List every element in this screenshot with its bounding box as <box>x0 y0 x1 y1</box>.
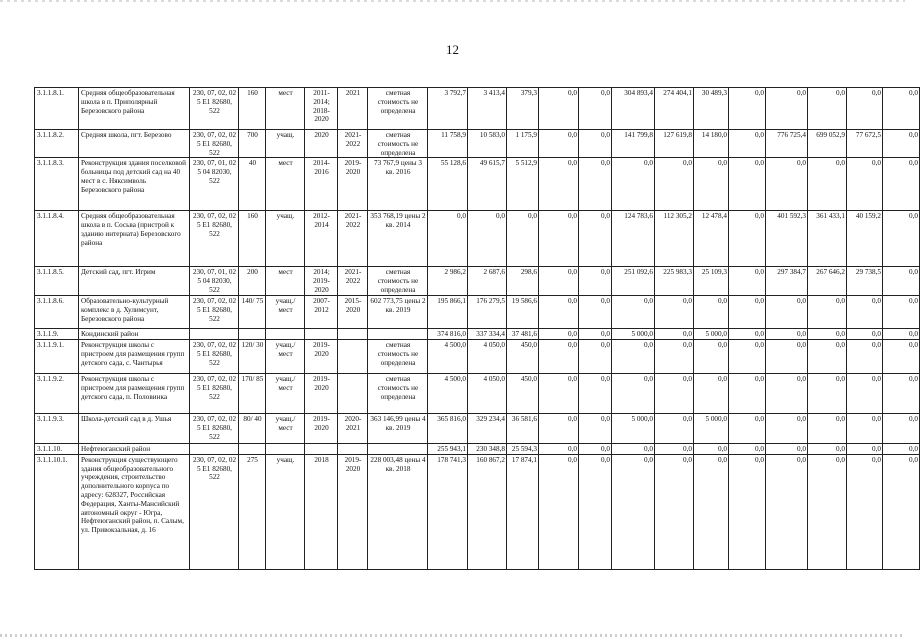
cell-total: 55 128,6 <box>428 158 468 211</box>
cell-fed-funds: 0,0 <box>539 211 579 267</box>
cell-local-funds: 19 586,6 <box>507 296 539 329</box>
table-row <box>35 340 920 374</box>
cell-y2021-other: 0,0 <box>729 88 766 130</box>
cell-name: Реконструкция школы с пристроем для размещения групп детского сада, с. Чантырья <box>79 340 190 374</box>
cell-capacity: 80/ 40 <box>239 414 266 444</box>
cell-y2021-local: 5 000,0 <box>694 329 729 340</box>
cell-unit: мест <box>266 158 305 211</box>
cell-design-years: 2014-2016 <box>305 158 338 211</box>
cell-y2022-local: 0,0 <box>847 374 883 414</box>
cell-y2021-total: 251 092,6 <box>612 267 655 296</box>
cell-name: Реконструкция школы с пристроем для размещения групп детского сада, п. Половинка <box>79 374 190 414</box>
cell-code: 3.1.1.9.3. <box>35 414 79 444</box>
cell-y2021-local: 25 109,3 <box>694 267 729 296</box>
cell-y2021-other: 0,0 <box>729 414 766 444</box>
cell-local-funds: 36 581,6 <box>507 414 539 444</box>
cell-unit: учащ. <box>266 211 305 267</box>
cell-y2021-total: 0,0 <box>612 158 655 211</box>
cell-budget-code <box>190 329 239 340</box>
cell-y2022-total: 0,0 <box>766 340 808 374</box>
cell-estimate: 73 767,9 цены 3 кв. 2016 <box>368 158 428 211</box>
cell-local-funds: 450,0 <box>507 340 539 374</box>
cell-y2021-total: 141 799,8 <box>612 130 655 158</box>
cell-y2021-local: 14 180,0 <box>694 130 729 158</box>
cell-name: Нефтеюганский район <box>79 444 190 455</box>
cell-y2022-local: 40 159,2 <box>847 211 883 267</box>
cell-code: 3.1.1.9.2. <box>35 374 79 414</box>
table-body <box>35 88 920 570</box>
cell-y2021-total: 5 000,0 <box>612 329 655 340</box>
cell-district-funds: 337 334,4 <box>468 329 507 340</box>
cell-estimate: 363 146,99 цены 4 кв. 2019 <box>368 414 428 444</box>
cell-district-funds: 4 050,0 <box>468 340 507 374</box>
cell-y2022-total: 0,0 <box>766 454 808 569</box>
cell-y2021-other: 0,0 <box>729 158 766 211</box>
cell-y2022-total: 0,0 <box>766 329 808 340</box>
cell-budget-code: 230, 07, 02, 02 5 E1 82680, 522 <box>190 130 239 158</box>
cell-unit: учащ./ мест <box>266 340 305 374</box>
cell-district-funds: 0,0 <box>468 211 507 267</box>
cell-budget-code: 230, 07, 02, 02 5 E1 82680, 522 <box>190 296 239 329</box>
cell-y2021-other: 0,0 <box>729 374 766 414</box>
cell-total: 4 500,0 <box>428 340 468 374</box>
cell-y2022-other: 0,0 <box>883 374 920 414</box>
cell-local-funds: 450,0 <box>507 374 539 414</box>
cell-code: 3.1.1.9. <box>35 329 79 340</box>
cell-local-funds: 17 874,1 <box>507 454 539 569</box>
cell-district-funds: 3 413,4 <box>468 88 507 130</box>
cell-y2021-district: 0,0 <box>655 340 694 374</box>
cell-budget-code: 230, 07, 02, 02 5 E1 82680, 522 <box>190 340 239 374</box>
cell-y2021-other: 0,0 <box>729 211 766 267</box>
cell-y2022-other: 0,0 <box>883 340 920 374</box>
cell-y2021-other: 0,0 <box>729 130 766 158</box>
table-row <box>35 454 920 569</box>
cell-unit: учащ./ мест <box>266 414 305 444</box>
cell-y2021-district: 0,0 <box>655 296 694 329</box>
cell-capacity <box>239 444 266 455</box>
cell-code: 3.1.1.8.3. <box>35 158 79 211</box>
cell-y2022-total: 0,0 <box>766 444 808 455</box>
cell-y2021-district: 225 983,3 <box>655 267 694 296</box>
budget-table <box>34 87 920 570</box>
cell-design-years: 2019-2020 <box>305 414 338 444</box>
cell-budget-code: 230, 07, 02, 02 5 E1 82680, 522 <box>190 211 239 267</box>
cell-other-funds: 0,0 <box>579 88 612 130</box>
cell-build-years: 2020-2021 <box>338 414 368 444</box>
cell-y2022-total: 776 725,4 <box>766 130 808 158</box>
cell-district-funds: 2 687,6 <box>468 267 507 296</box>
cell-y2022-total: 0,0 <box>766 158 808 211</box>
cell-capacity: 700 <box>239 130 266 158</box>
cell-design-years: 2020 <box>305 130 338 158</box>
cell-y2021-district: 0,0 <box>655 329 694 340</box>
cell-local-funds: 5 512,9 <box>507 158 539 211</box>
cell-y2022-district: 0,0 <box>808 414 847 444</box>
cell-y2022-other: 0,0 <box>883 267 920 296</box>
cell-capacity: 160 <box>239 88 266 130</box>
cell-other-funds: 0,0 <box>579 211 612 267</box>
table-row <box>35 374 920 414</box>
cell-y2021-other: 0,0 <box>729 340 766 374</box>
cell-fed-funds: 0,0 <box>539 454 579 569</box>
cell-y2021-other: 0,0 <box>729 296 766 329</box>
cell-design-years: 2014; 2019-2020 <box>305 267 338 296</box>
cell-total: 0,0 <box>428 211 468 267</box>
cell-y2022-other: 0,0 <box>883 296 920 329</box>
cell-y2022-district: 0,0 <box>808 296 847 329</box>
cell-total: 178 741,3 <box>428 454 468 569</box>
cell-y2022-total: 297 384,7 <box>766 267 808 296</box>
cell-y2021-district: 127 619,8 <box>655 130 694 158</box>
cell-unit: учащ./ мест <box>266 374 305 414</box>
cell-fed-funds: 0,0 <box>539 340 579 374</box>
cell-other-funds: 0,0 <box>579 296 612 329</box>
cell-code: 3.1.1.8.2. <box>35 130 79 158</box>
cell-other-funds: 0,0 <box>579 454 612 569</box>
cell-name: Средняя общеобразовательная школа в п. Сосьва (пристрой к зданию интерната) Березовского района <box>79 211 190 267</box>
cell-y2021-total: 0,0 <box>612 296 655 329</box>
cell-design-years <box>305 444 338 455</box>
cell-total: 2 986,2 <box>428 267 468 296</box>
cell-district-funds: 160 867,2 <box>468 454 507 569</box>
cell-y2021-total: 0,0 <box>612 340 655 374</box>
cell-unit <box>266 444 305 455</box>
cell-budget-code: 230, 07, 02, 02 5 E1 82680, 522 <box>190 374 239 414</box>
cell-unit: учащ. <box>266 130 305 158</box>
cell-y2022-other: 0,0 <box>883 130 920 158</box>
cell-y2022-total: 0,0 <box>766 374 808 414</box>
cell-code: 3.1.1.10. <box>35 444 79 455</box>
cell-estimate <box>368 329 428 340</box>
cell-y2021-local: 0,0 <box>694 158 729 211</box>
cell-build-years: 2015-2020 <box>338 296 368 329</box>
cell-y2022-local: 0,0 <box>847 414 883 444</box>
cell-name: Кондинский район <box>79 329 190 340</box>
cell-y2021-other: 0,0 <box>729 267 766 296</box>
cell-design-years: 2018 <box>305 454 338 569</box>
cell-y2021-other: 0,0 <box>729 444 766 455</box>
cell-y2021-local: 5 000,0 <box>694 414 729 444</box>
cell-y2021-district: 0,0 <box>655 374 694 414</box>
cell-total: 374 816,0 <box>428 329 468 340</box>
cell-estimate: 602 773,75 цены 2 кв. 2019 <box>368 296 428 329</box>
cell-total: 11 758,9 <box>428 130 468 158</box>
cell-y2022-local: 0,0 <box>847 88 883 130</box>
cell-estimate: сметная стоимость не определена <box>368 130 428 158</box>
cell-y2022-total: 401 592,3 <box>766 211 808 267</box>
cell-y2021-local: 0,0 <box>694 454 729 569</box>
cell-y2022-other: 0,0 <box>883 329 920 340</box>
cell-y2022-other: 0,0 <box>883 454 920 569</box>
cell-build-years <box>338 340 368 374</box>
cell-y2021-other: 0,0 <box>729 454 766 569</box>
cell-design-years: 2007-2012 <box>305 296 338 329</box>
cell-unit: мест <box>266 267 305 296</box>
cell-y2021-local: 0,0 <box>694 296 729 329</box>
cell-y2021-other: 0,0 <box>729 329 766 340</box>
cell-district-funds: 329 234,4 <box>468 414 507 444</box>
table-row <box>35 130 920 158</box>
cell-y2021-district: 0,0 <box>655 444 694 455</box>
cell-other-funds: 0,0 <box>579 267 612 296</box>
cell-y2022-local: 0,0 <box>847 296 883 329</box>
cell-y2022-other: 0,0 <box>883 211 920 267</box>
cell-other-funds: 0,0 <box>579 374 612 414</box>
cell-code: 3.1.1.10.1. <box>35 454 79 569</box>
cell-local-funds: 1 175,9 <box>507 130 539 158</box>
cell-district-funds: 49 615,7 <box>468 158 507 211</box>
cell-name: Детский сад, пгт. Игрим <box>79 267 190 296</box>
cell-y2021-district: 0,0 <box>655 454 694 569</box>
cell-district-funds: 230 348,8 <box>468 444 507 455</box>
cell-code: 3.1.1.8.5. <box>35 267 79 296</box>
cell-y2021-total: 304 893,4 <box>612 88 655 130</box>
cell-design-years: 2011-2014; 2018-2020 <box>305 88 338 130</box>
page-number: 12 <box>446 42 459 57</box>
cell-capacity: 40 <box>239 158 266 211</box>
cell-other-funds: 0,0 <box>579 444 612 455</box>
table-row <box>35 211 920 267</box>
cell-name: Школа-детский сад в д. Ушья <box>79 414 190 444</box>
cell-y2022-district: 0,0 <box>808 454 847 569</box>
cell-design-years: 2019-2020 <box>305 374 338 414</box>
cell-y2022-local: 0,0 <box>847 454 883 569</box>
cell-y2022-local: 0,0 <box>847 158 883 211</box>
cell-design-years: 2012-2014 <box>305 211 338 267</box>
cell-total: 4 500,0 <box>428 374 468 414</box>
cell-local-funds: 0,0 <box>507 211 539 267</box>
cell-local-funds: 298,6 <box>507 267 539 296</box>
cell-y2021-local: 0,0 <box>694 444 729 455</box>
cell-y2021-total: 124 783,6 <box>612 211 655 267</box>
cell-y2022-district: 699 052,9 <box>808 130 847 158</box>
cell-y2022-district: 0,0 <box>808 329 847 340</box>
cell-y2022-district: 0,0 <box>808 88 847 130</box>
cell-code: 3.1.1.8.1. <box>35 88 79 130</box>
cell-y2022-total: 0,0 <box>766 88 808 130</box>
cell-code: 3.1.1.8.6. <box>35 296 79 329</box>
cell-y2022-district: 0,0 <box>808 374 847 414</box>
cell-name: Реконструкция здания поселковой больницы под детский сад на 40 мест в с. Няксимволь Березовского района <box>79 158 190 211</box>
cell-fed-funds: 0,0 <box>539 296 579 329</box>
cell-y2022-local: 0,0 <box>847 329 883 340</box>
cell-y2022-other: 0,0 <box>883 88 920 130</box>
cell-build-years <box>338 374 368 414</box>
cell-capacity: 170/ 85 <box>239 374 266 414</box>
cell-y2022-district: 0,0 <box>808 158 847 211</box>
table-row <box>35 444 920 455</box>
cell-unit: учащ./ мест <box>266 296 305 329</box>
cell-total: 365 816,0 <box>428 414 468 444</box>
table-row <box>35 88 920 130</box>
table-row <box>35 267 920 296</box>
cell-local-funds: 25 594,3 <box>507 444 539 455</box>
cell-y2021-district: 112 305,2 <box>655 211 694 267</box>
cell-design-years: 2019-2020 <box>305 340 338 374</box>
cell-build-years: 2019-2020 <box>338 158 368 211</box>
cell-fed-funds: 0,0 <box>539 130 579 158</box>
cell-estimate: сметная стоимость не определена <box>368 374 428 414</box>
cell-other-funds: 0,0 <box>579 329 612 340</box>
cell-y2022-other: 0,0 <box>883 444 920 455</box>
cell-fed-funds: 0,0 <box>539 414 579 444</box>
cell-y2022-district: 0,0 <box>808 444 847 455</box>
cell-estimate: 228 003,48 цены 4 кв. 2018 <box>368 454 428 569</box>
cell-y2022-local: 77 672,5 <box>847 130 883 158</box>
cell-budget-code <box>190 444 239 455</box>
table-row <box>35 329 920 340</box>
cell-y2021-local: 30 489,3 <box>694 88 729 130</box>
table-row <box>35 158 920 211</box>
cell-capacity: 200 <box>239 267 266 296</box>
cell-district-funds: 176 279,5 <box>468 296 507 329</box>
cell-capacity <box>239 329 266 340</box>
cell-y2022-district: 361 433,1 <box>808 211 847 267</box>
cell-unit: учащ. <box>266 454 305 569</box>
cell-y2022-other: 0,0 <box>883 414 920 444</box>
cell-build-years: 2019-2020 <box>338 454 368 569</box>
table-row <box>35 414 920 444</box>
cell-y2022-district: 267 646,2 <box>808 267 847 296</box>
cell-design-years <box>305 329 338 340</box>
cell-y2021-total: 0,0 <box>612 454 655 569</box>
scan-artifact-bottom <box>0 634 905 637</box>
cell-y2021-district: 0,0 <box>655 158 694 211</box>
table-row <box>35 296 920 329</box>
cell-y2021-local: 0,0 <box>694 374 729 414</box>
cell-estimate: 353 768,19 цены 2 кв. 2014 <box>368 211 428 267</box>
cell-estimate <box>368 444 428 455</box>
cell-fed-funds: 0,0 <box>539 329 579 340</box>
cell-estimate: сметная стоимость не определена <box>368 88 428 130</box>
cell-y2021-total: 5 000,0 <box>612 414 655 444</box>
cell-estimate: сметная стоимость не определена <box>368 340 428 374</box>
cell-capacity: 140/ 75 <box>239 296 266 329</box>
cell-build-years <box>338 329 368 340</box>
cell-y2022-total: 0,0 <box>766 414 808 444</box>
cell-budget-code: 230, 07, 01, 02 5 04 82030, 522 <box>190 267 239 296</box>
cell-y2021-local: 12 478,4 <box>694 211 729 267</box>
cell-budget-code: 230, 07, 01, 02 5 04 82030, 522 <box>190 158 239 211</box>
cell-build-years: 2021-2022 <box>338 211 368 267</box>
cell-y2022-total: 0,0 <box>766 296 808 329</box>
cell-total: 3 792,7 <box>428 88 468 130</box>
cell-other-funds: 0,0 <box>579 340 612 374</box>
cell-name: Средняя школа, пгт. Березово <box>79 130 190 158</box>
cell-estimate: сметная стоимость не определена <box>368 267 428 296</box>
cell-total: 195 866,1 <box>428 296 468 329</box>
cell-other-funds: 0,0 <box>579 158 612 211</box>
cell-y2021-district: 0,0 <box>655 414 694 444</box>
cell-y2022-local: 0,0 <box>847 444 883 455</box>
cell-fed-funds: 0,0 <box>539 374 579 414</box>
cell-y2022-local: 0,0 <box>847 340 883 374</box>
cell-code: 3.1.1.8.4. <box>35 211 79 267</box>
cell-y2021-local: 0,0 <box>694 340 729 374</box>
cell-fed-funds: 0,0 <box>539 88 579 130</box>
cell-name: Образовательно-культурный комплекс в д. Хулимсунт, Березовского района <box>79 296 190 329</box>
cell-y2022-other: 0,0 <box>883 158 920 211</box>
cell-local-funds: 37 481,6 <box>507 329 539 340</box>
cell-y2022-local: 29 738,5 <box>847 267 883 296</box>
cell-budget-code: 230, 07, 02, 02 5 E1 82680, 522 <box>190 88 239 130</box>
cell-name: Реконструкция существующего здания общеобразовательного учреждения, строительство дополнительного корпуса по адресу: 628327, Российская Федерация, Ханты-Мансийский автономный округ - Югра, Нефтеюганский район, п. Салым, ул. Привокзальная, д. 16 <box>79 454 190 569</box>
scan-artifact-top <box>0 0 905 2</box>
cell-capacity: 275 <box>239 454 266 569</box>
cell-fed-funds: 0,0 <box>539 267 579 296</box>
cell-fed-funds: 0,0 <box>539 158 579 211</box>
cell-capacity: 120/ 30 <box>239 340 266 374</box>
cell-capacity: 160 <box>239 211 266 267</box>
cell-y2021-district: 274 404,1 <box>655 88 694 130</box>
cell-budget-code: 230, 07, 02, 02 5 E1 82680, 522 <box>190 414 239 444</box>
cell-district-funds: 10 583,0 <box>468 130 507 158</box>
cell-build-years: 2021 <box>338 88 368 130</box>
cell-y2021-total: 0,0 <box>612 374 655 414</box>
cell-unit: мест <box>266 88 305 130</box>
cell-build-years: 2021-2022 <box>338 267 368 296</box>
cell-budget-code: 230, 07, 02, 02 5 E1 82680, 522 <box>190 454 239 569</box>
cell-other-funds: 0,0 <box>579 130 612 158</box>
cell-other-funds: 0,0 <box>579 414 612 444</box>
cell-fed-funds: 0,0 <box>539 444 579 455</box>
cell-total: 255 943,1 <box>428 444 468 455</box>
cell-local-funds: 379,3 <box>507 88 539 130</box>
cell-build-years <box>338 444 368 455</box>
cell-code: 3.1.1.9.1. <box>35 340 79 374</box>
cell-build-years: 2021-2022 <box>338 130 368 158</box>
cell-name: Средняя общеобразовательная школа в п. Приполярный Березовского района <box>79 88 190 130</box>
cell-y2022-district: 0,0 <box>808 340 847 374</box>
cell-district-funds: 4 050,0 <box>468 374 507 414</box>
cell-y2021-total: 0,0 <box>612 444 655 455</box>
cell-unit <box>266 329 305 340</box>
